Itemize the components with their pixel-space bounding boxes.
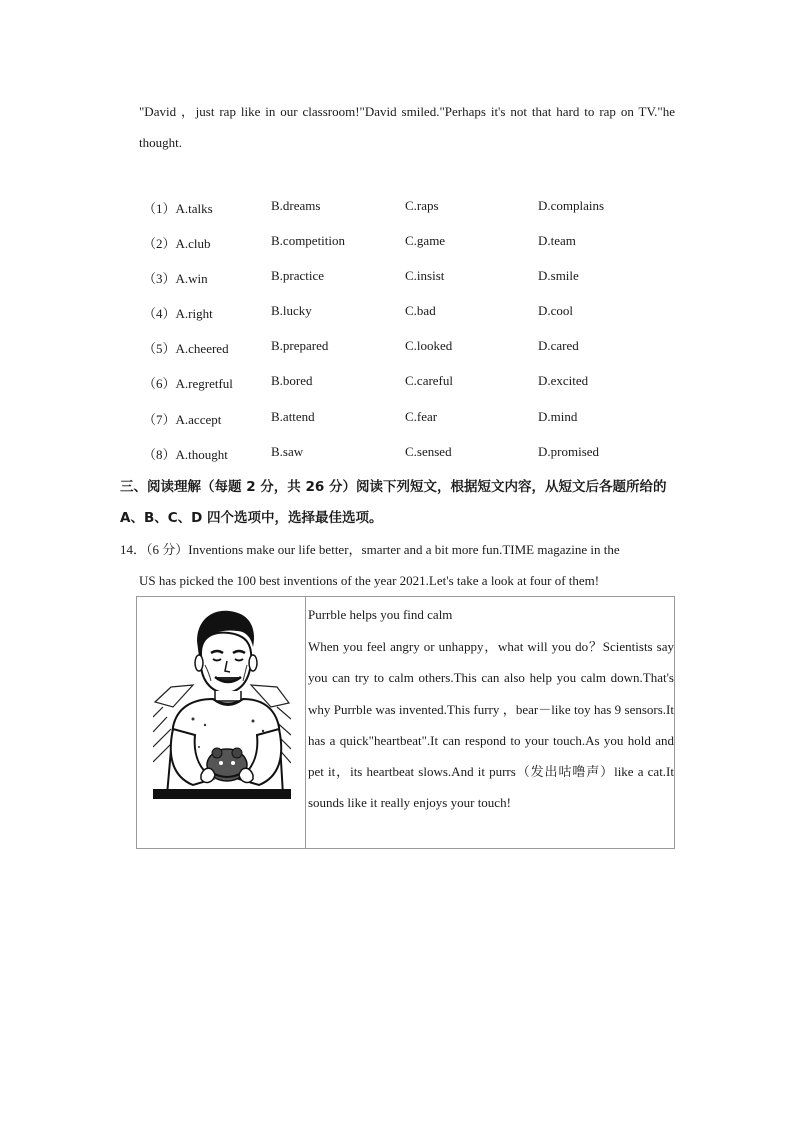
option-number: （4） <box>143 306 176 321</box>
option-number: （3） <box>143 271 176 286</box>
option-a <box>143 233 211 252</box>
option-b: B.dreams <box>271 198 321 213</box>
option-row <box>0 268 794 288</box>
option-d: D.excited <box>538 373 589 388</box>
option-row <box>0 198 794 218</box>
option-number: （6） <box>143 376 176 391</box>
option-c: C.looked <box>405 338 453 353</box>
option-b: B.lucky <box>271 303 312 318</box>
option-a <box>143 198 213 217</box>
question-14 <box>120 534 675 596</box>
option-a <box>143 303 213 322</box>
option-row <box>0 409 794 429</box>
table-image-cell <box>137 597 306 848</box>
invention-table <box>136 596 675 849</box>
option-a-text: A.accept <box>175 412 222 427</box>
option-b: B.practice <box>271 268 325 283</box>
invention-description: When you feel angry or unhappy，what will you do？Scientists say you can try to calm others.This can also help you calm down.That's why Purrble was invented.This furry ，bear－like toy has 9 sensors.It has a quick"heartbeat".It can respond to your touch.As you hold and pet it，its heartbeat slows.And it purrs（发出咕噜声）like a cat.It sounds like it really enjoys your touch! <box>308 639 674 811</box>
option-a <box>143 409 221 428</box>
option-c: C.bad <box>405 303 436 318</box>
option-a <box>143 373 233 392</box>
person-holding-toy-photo <box>153 607 291 799</box>
option-b: B.prepared <box>271 338 329 353</box>
option-a-text: A.win <box>175 271 208 286</box>
option-d: D.complains <box>538 198 605 213</box>
option-d: D.team <box>538 233 576 248</box>
option-number: （2） <box>143 236 176 251</box>
option-c: C.sensed <box>405 444 452 459</box>
option-number: （5） <box>143 341 176 356</box>
option-row <box>0 444 794 464</box>
option-a-text: A.right <box>175 306 213 321</box>
option-number: （7） <box>143 412 176 427</box>
section-heading-line-1: 三、阅读理解（每题 2 分，共 26 分）阅读下列短文，根据短文内容，从短文后各题所给的 <box>120 479 667 495</box>
option-a-text: A.thought <box>175 447 228 462</box>
option-row <box>0 338 794 358</box>
option-b: B.saw <box>271 444 304 459</box>
option-number: （1） <box>143 201 176 216</box>
option-c: C.game <box>405 233 446 248</box>
option-a <box>143 444 228 463</box>
option-b: B.bored <box>271 373 313 388</box>
option-c: C.raps <box>405 198 439 213</box>
option-d: D.cool <box>538 303 574 318</box>
option-row <box>0 233 794 253</box>
option-d: D.mind <box>538 409 578 424</box>
passage-line-2: TV."he thought. <box>139 104 676 150</box>
option-row <box>0 303 794 323</box>
option-a <box>143 268 208 287</box>
option-number: （8） <box>143 447 176 462</box>
question-14-line-2: US has picked the 100 best inventions of the year 2021.Let's take a look at four of them! <box>139 573 600 588</box>
option-c: C.fear <box>405 409 438 424</box>
passage-ending <box>139 96 675 158</box>
section-heading-line-2: A、B、C、D 四个选项中，选择最佳选项。 <box>120 510 383 526</box>
option-a <box>143 338 229 357</box>
option-row <box>0 373 794 393</box>
option-a-text: A.regretful <box>175 376 233 391</box>
question-14-line-1: 14．（6 分）Inventions make our life better，smarter and a bit more fun.TIME magazine in the <box>120 542 620 557</box>
option-d: D.promised <box>538 444 600 459</box>
section-heading <box>120 472 676 534</box>
passage-line-1: "David ，just rap like in our classroom!"David smiled."Perhaps it's not that hard to rap on <box>139 104 634 119</box>
table-text-cell <box>306 597 674 848</box>
option-b: B.attend <box>271 409 315 424</box>
option-a-text: A.club <box>175 236 211 251</box>
invention-title: Purrble helps you find calm <box>308 607 453 622</box>
option-d: D.cared <box>538 338 579 353</box>
option-c: C.careful <box>405 373 454 388</box>
option-a-text: A.cheered <box>175 341 229 356</box>
option-d: D.smile <box>538 268 579 283</box>
option-b: B.competition <box>271 233 346 248</box>
option-c: C.insist <box>405 268 445 283</box>
option-a-text: A.talks <box>175 201 213 216</box>
